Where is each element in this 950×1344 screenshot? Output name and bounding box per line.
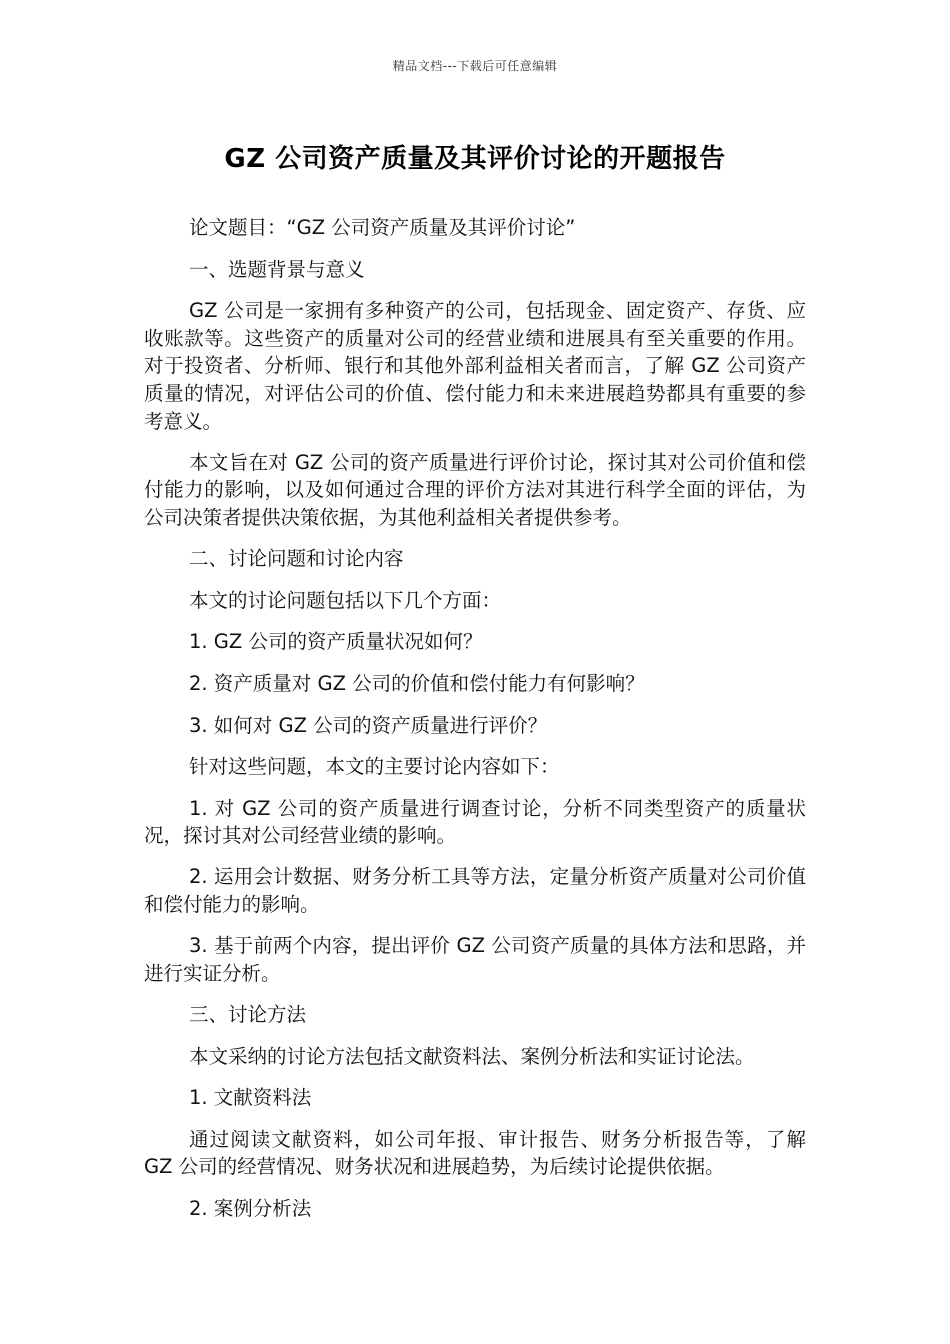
method-item-1: 1. 文献资料法 xyxy=(189,1086,312,1110)
paragraph-literature-method: 通过阅读文献资料，如公司年报、审计报告、财务分析报告等，了解 GZ 公司的经营情况、财务状况和进展趋势，为后续讨论提供依据。 xyxy=(144,1127,806,1179)
header-note: 精品文档---下载后可任意编辑 xyxy=(392,59,558,73)
document-body xyxy=(144,214,806,1223)
content-item-1: 1. 对 GZ 公司的资产质量进行调查讨论，分析不同类型资产的质量状况，探讨其对公司经营业绩的影响。 xyxy=(144,796,806,848)
thesis-topic-line: 论文题目：“GZ 公司资产质量及其评价讨论” xyxy=(189,216,576,239)
question-item-3: 3. 如何对 GZ 公司的资产质量进行评价？ xyxy=(189,713,548,737)
paragraph-methods-intro: 本文采纳的讨论方法包括文献资料法、案例分析法和实证讨论法。 xyxy=(189,1044,755,1068)
paragraph-background: GZ 公司是一家拥有多种资产的公司，包括现金、固定资产、存货、应收账款等。这些资产的质量对公司的经营业绩和进展具有至关重要的作用。对于投资者、分析师、银行和其他外部利益相关者而言，了解 GZ 公司资产质量的情况，对评估公司的价值、偿付能力和未来进展趋势都具有重要的参考意义。 xyxy=(144,299,806,433)
method-item-2: 2. 案例分析法 xyxy=(189,1196,312,1220)
paragraph-questions-intro: 本文的讨论问题包括以下几个方面： xyxy=(189,588,502,612)
section-heading-background: 一、选题背景与意义 xyxy=(189,257,365,281)
section-heading-methods: 三、讨论方法 xyxy=(189,1003,307,1027)
document-title: GZ 公司资产质量及其评价讨论的开题报告 xyxy=(224,144,726,174)
section-heading-questions: 二、讨论问题和讨论内容 xyxy=(189,547,404,571)
paragraph-content-intro: 针对这些问题，本文的主要讨论内容如下： xyxy=(189,755,560,779)
question-item-1: 1. GZ 公司的资产质量状况如何？ xyxy=(189,630,483,654)
content-item-2: 2. 运用会计数据、财务分析工具等方法，定量分析资产质量对公司价值和偿付能力的影响。 xyxy=(144,865,806,917)
paragraph-purpose: 本文旨在对 GZ 公司的资产质量进行评价讨论，探讨其对公司价值和偿付能力的影响，以及如何通过合理的评价方法对其进行科学全面的评估，为公司决策者提供决策依据，为其他利益相关者提供参考。 xyxy=(144,450,806,529)
content-item-3: 3. 基于前两个内容，提出评价 GZ 公司资产质量的具体方法和思路，并进行实证分析。 xyxy=(144,934,806,985)
question-item-2: 2. 资产质量对 GZ 公司的价值和偿付能力有何影响？ xyxy=(189,671,645,695)
